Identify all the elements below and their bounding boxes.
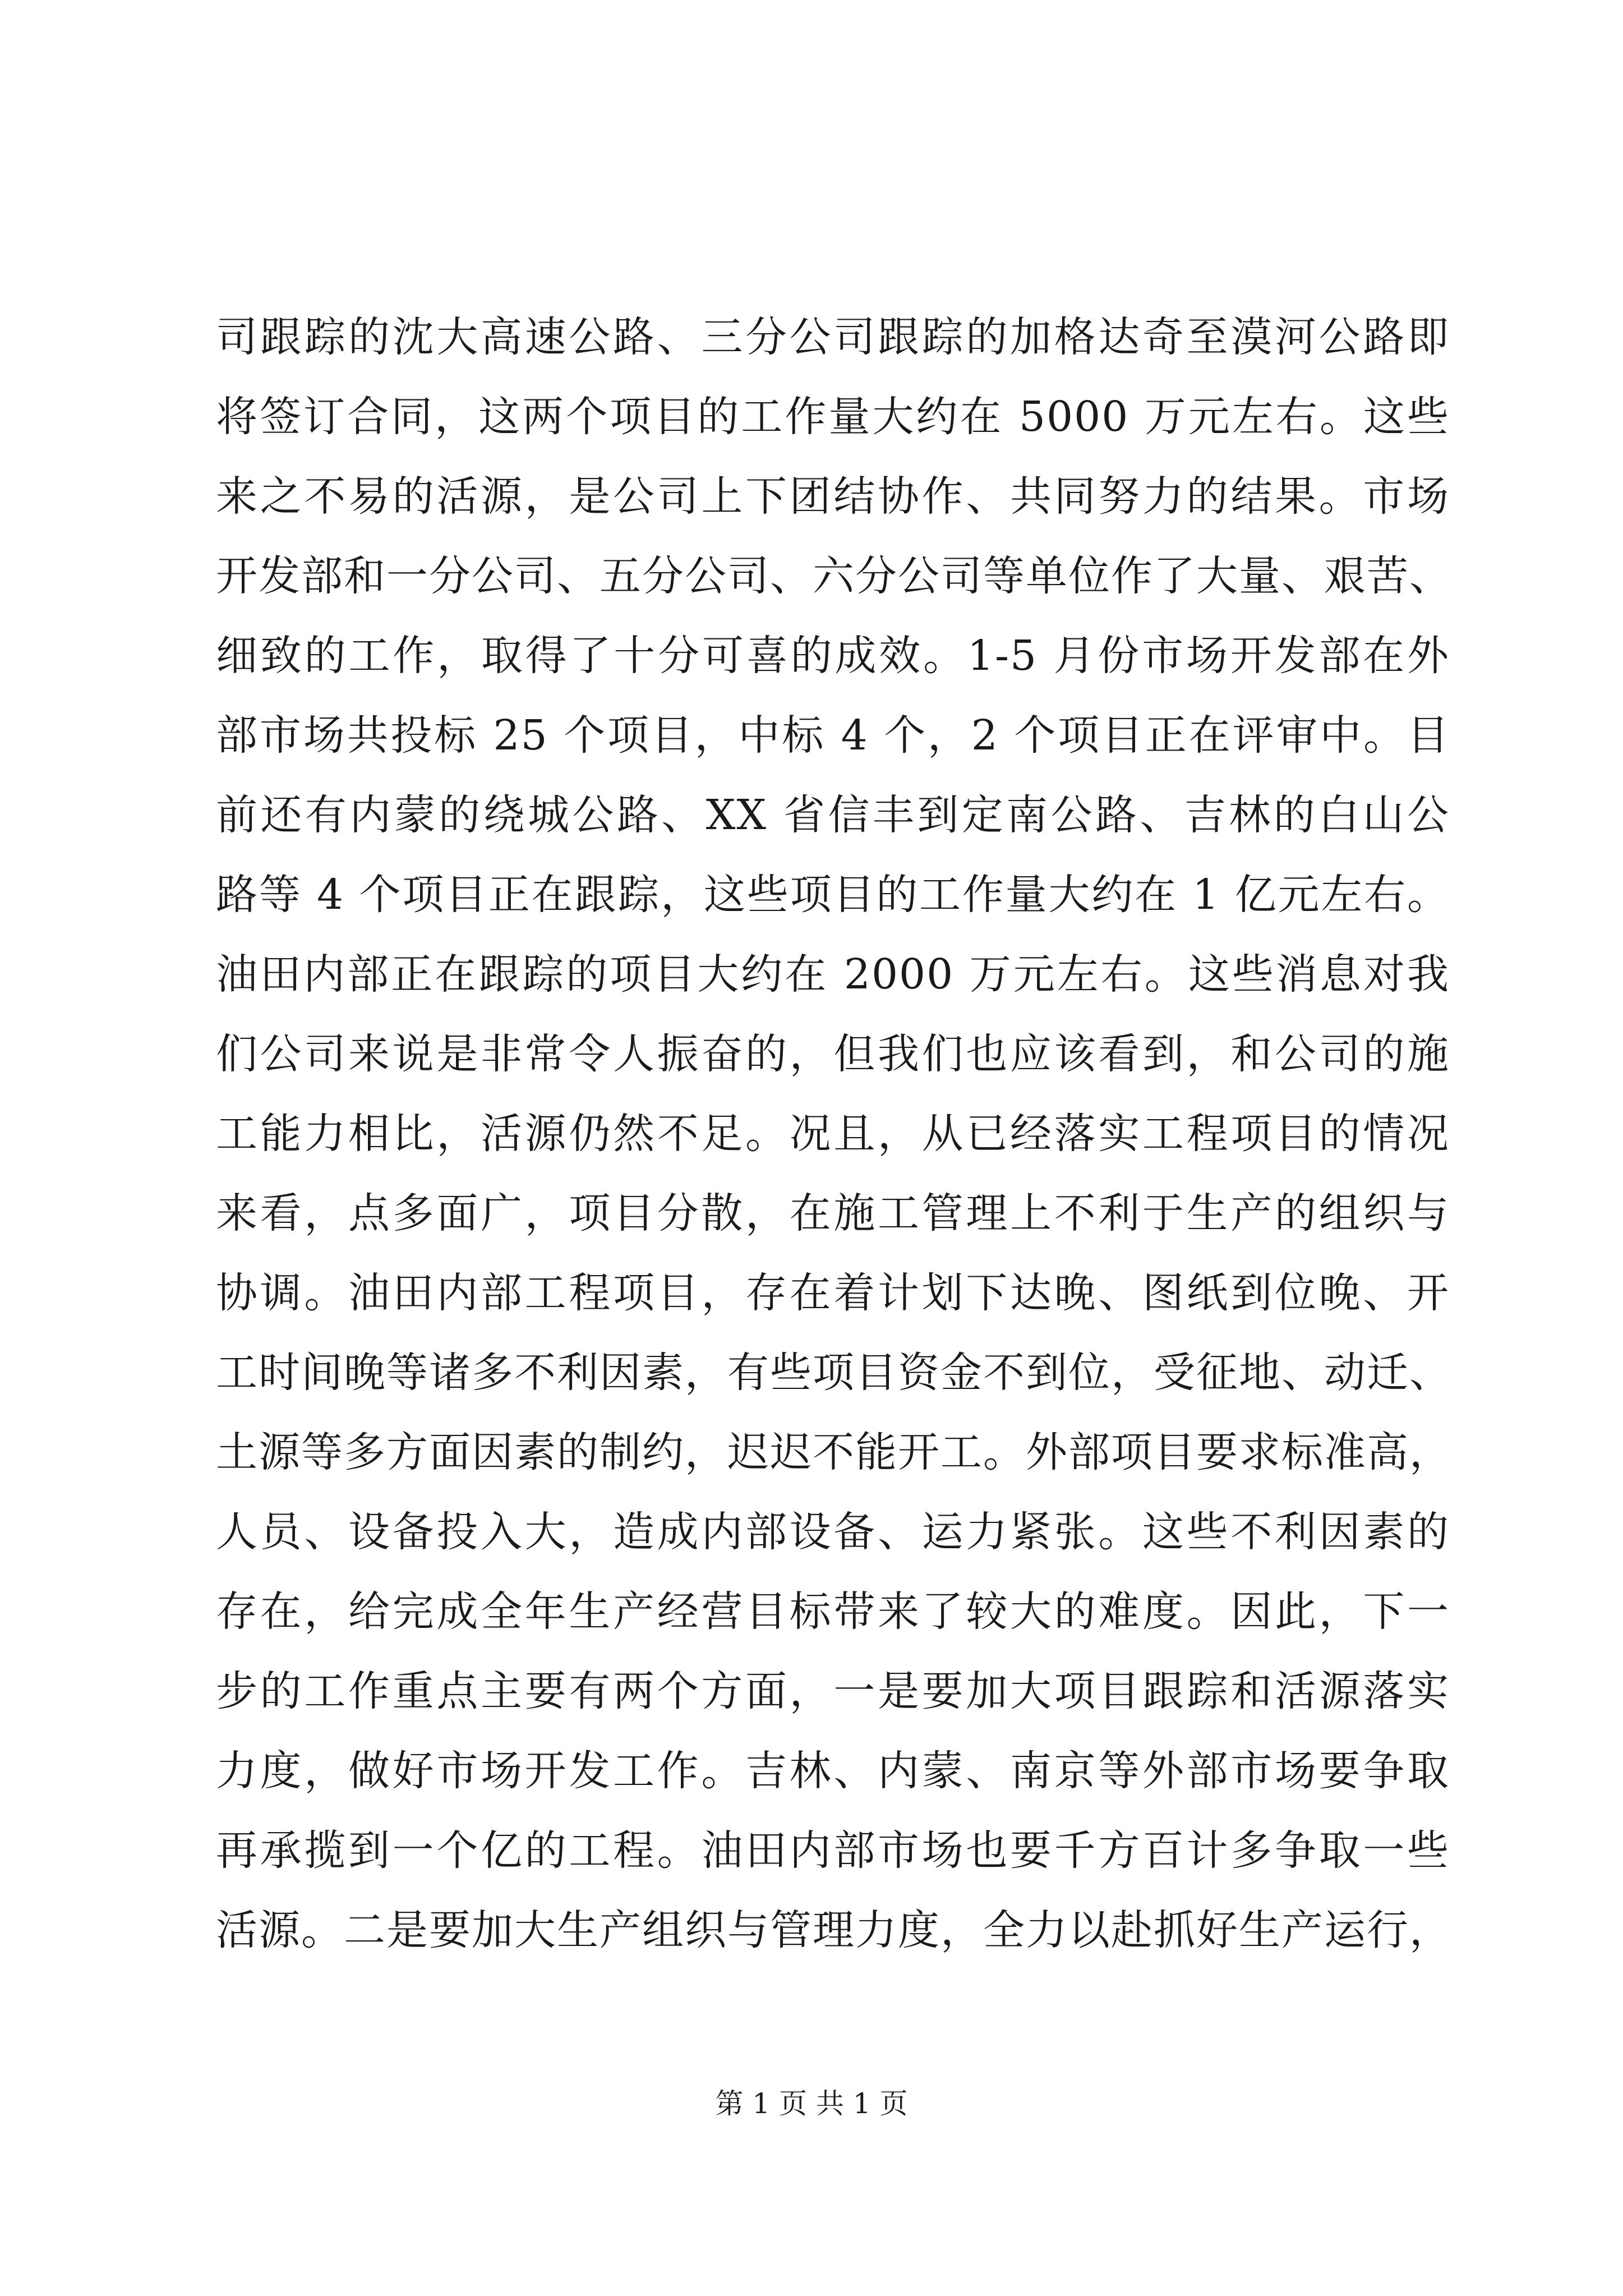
text-line: 协调。油田内部工程项目，存在着计划下达晚、图纸到位晚、开 (216, 1269, 1450, 1317)
text-line: 将签订合同，这两个项目的工作量大约在 5000 万元左右。这些 (216, 393, 1450, 441)
text-line: 人员、设备投入大，造成内部设备、运力紧张。这些不利因素的 (216, 1508, 1450, 1556)
text-line: 部市场共投标 25 个项目，中标 4 个，2 个项目正在评审中。目 (216, 711, 1450, 760)
text-line: 开发部和一分公司、五分公司、六分公司等单位作了大量、艰苦、 (216, 552, 1452, 600)
text-line: 来之不易的活源，是公司上下团结协作、共同努力的结果。市场 (216, 472, 1450, 521)
text-line: 力度，做好市场开发工作。吉林、内蒙、南京等外部市场要争取 (216, 1747, 1450, 1795)
text-line: 土源等多方面因素的制约，迟迟不能开工。外部项目要求标准高， (216, 1428, 1452, 1476)
text-line: 们公司来说是非常令人振奋的，但我们也应该看到，和公司的施 (216, 1030, 1450, 1078)
text-line: 细致的工作，取得了十分可喜的成效。1-5 月份市场开发部在外 (216, 632, 1450, 680)
page-footer (0, 2084, 1623, 2123)
text-line: 来看，点多面广，项目分散，在施工管理上不利于生产的组织与 (216, 1189, 1450, 1237)
text-line: 再承揽到一个亿的工程。油田内部市场也要千方百计多争取一些 (216, 1826, 1450, 1875)
text-line: 司跟踪的沈大高速公路、三分公司跟踪的加格达奇至漠河公路即 (216, 313, 1450, 361)
text-line: 工能力相比，活源仍然不足。况且，从已经落实工程项目的情况 (216, 1110, 1450, 1158)
text-line: 工时间晚等诸多不利因素，有些项目资金不到位，受征地、动迁、 (216, 1349, 1452, 1397)
text-line: 油田内部正在跟踪的项目大约在 2000 万元左右。这些消息对我 (216, 950, 1450, 999)
text-line: 活源。二是要加大生产组织与管理力度，全力以赴抓好生产运行， (216, 1906, 1452, 1954)
text-line: 步的工作重点主要有两个方面，一是要加大项目跟踪和活源落实 (216, 1667, 1450, 1715)
text-line: 存在，给完成全年生产经营目标带来了较大的难度。因此，下一 (216, 1588, 1450, 1636)
page-number: 第 1 页 共 1 页 (715, 2087, 908, 2120)
text-line: 前还有内蒙的绕城公路、XX 省信丰到定南公路、吉林的白山公 (216, 791, 1450, 839)
body-text (216, 297, 1450, 1970)
text-line: 路等 4 个项目正在跟踪，这些项目的工作量大约在 1 亿元左右。 (216, 871, 1450, 919)
